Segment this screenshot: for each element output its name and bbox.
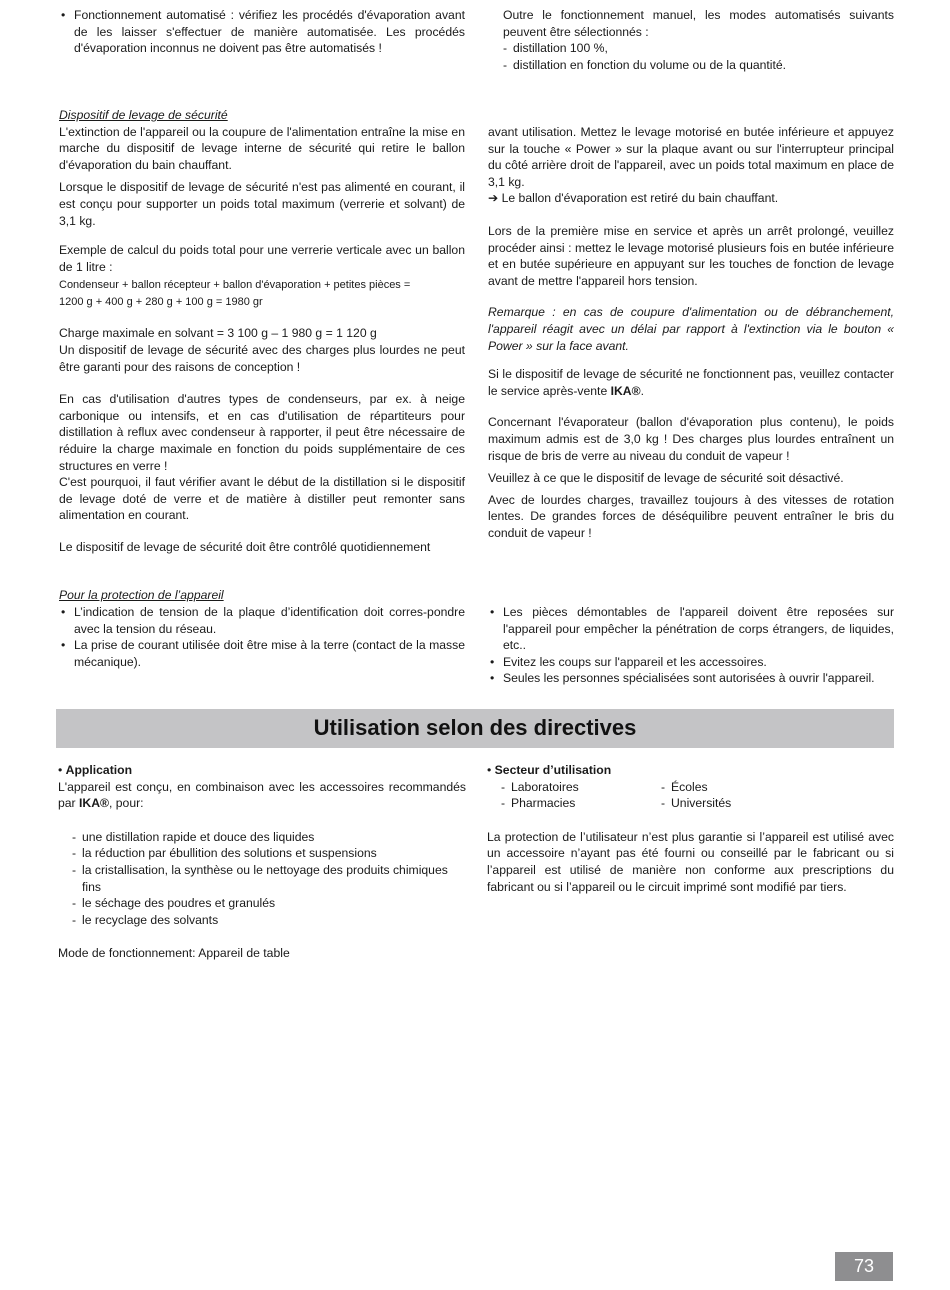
lift-result-line — [488, 190, 894, 207]
application-item: - le recyclage des solvants — [72, 912, 466, 929]
device-protection-list-left — [59, 604, 465, 670]
section-title: Utilisation selon des directives — [313, 715, 637, 741]
lift-result-text: Le ballon d'évaporation est retiré du bain chauffant. — [501, 191, 779, 206]
application-item: - une distillation rapide et douce des liquides — [72, 829, 466, 846]
protection-item: • Seules les personnes spécialisées sont autorisées à ouvrir l'appareil. — [488, 670, 894, 687]
automated-modes-intro: Outre le fonctionnement manuel, les modes automatisés suivants peuvent être sélectionnés : — [503, 8, 894, 39]
application-item: - la cristallisation, la synthèse ou le nettoyage des produits chimiques fins — [72, 862, 466, 895]
service-contact — [488, 366, 894, 399]
application-item: - le séchage des poudres et granulés — [72, 895, 466, 912]
sector-item: - Laboratoires — [501, 779, 661, 796]
protection-item: • Les pièces démontables de l'appareil doivent être reposées sur l'appareil pour empêcher la pénétration de corps étrangers, de liquides, etc.. — [488, 604, 894, 654]
safety-lift-section — [59, 107, 465, 555]
safety-lift-p7: C'est pourquoi, il faut vérifier avant le début de la distillation si le dispositif de levage doté de verre et de matière à distiller peut remonter sans alimentation en courant. — [59, 475, 465, 523]
first-use-procedure: Lors de la première mise en service et après un arrêt prolongé, veuillez procéder ainsi : mettez le levage motorisé plusieurs fois en butée inférieure et en butée supérieure en appuyant sur les touches de fonction de levage avant de mettre l'appareil hors tension. — [488, 223, 894, 288]
max-solvent-load: Charge maximale en solvant = 3 100 g – 1 980 g = 1 120 g — [59, 326, 377, 341]
safety-lift-p1: L'extinction de l'appareil ou la coupure de l'alimentation entraîne la mise en marche du dispositif de levage interne de sécurité qui retire le ballon d'évaporation du bain chauffant. — [59, 124, 465, 172]
sector-item: - Universités — [661, 795, 731, 812]
application-intro-text: L'appareil est conçu, en combinaison avec les accessoires recommandés par — [58, 779, 466, 811]
sector-item: - Écoles — [661, 779, 731, 796]
evaporator-max-weight: Concernant l'évaporateur (ballon d'évaporation plus contenu), le poids maximum admis est de 3,0 kg ! Des charges plus lourdes entraînent un risque de bris de verre au niveau du conduit de vapeur ! — [488, 415, 894, 463]
protection-item: • La prise de courant utilisée doit être mise à la terre (contact de la masse mécanique). — [59, 637, 465, 670]
remark-note: Remarque : en cas de coupure d'alimentation ou de débranchement, l'appareil réagit avec un délai par rapport à l'extinction via le bouton « Power » sur la face avant. — [488, 305, 894, 353]
service-contact-end: . — [640, 383, 644, 398]
arrow-right-icon: ➔ — [488, 191, 499, 206]
weight-calc-line2: 1200 g + 400 g + 280 g + 100 g = 1980 gr — [59, 295, 263, 308]
safety-lift-continued — [488, 124, 894, 541]
protection-item: • Evitez les coups sur l'appareil et les accessoires. — [488, 654, 894, 671]
automated-mode-item: - distillation en fonction du volume ou de la quantité. — [503, 57, 894, 74]
safety-lift-check-procedure: avant utilisation. Mettez le levage motorisé en butée inférieure et appuyez sur la touche « Power » sur la plaque avant ou sur l'interrupteur principal du côté arrière droit de l'appareil, avec un poids total maximum en place de 3,1 kg. — [488, 125, 894, 189]
automation-warning-item: • Fonctionnement automatisé : vérifiez les procédés d'évaporation avant de les laisser s'effectuer de manière automatisée. Les procédés d'évaporation inconnus ne doivent pas être automatisés ! — [59, 7, 465, 57]
application-item: - la réduction par ébullition des solutions et suspensions — [72, 845, 466, 862]
sector-list-1 — [501, 779, 661, 812]
application-list — [72, 829, 466, 929]
application-section — [58, 762, 466, 962]
application-intro-end: , pour: — [109, 796, 144, 811]
brand-name: IKA® — [79, 796, 109, 811]
bullet-icon: • — [58, 763, 63, 777]
user-protection-note: La protection de l’utilisateur n’est plus garantie si l’appareil est utilisé avec un accessoire n’ayant pas été fourni ou conseillé par le fabricant ou si l’appareil est utilisé de manière non conforme aux prescriptions du fabricant ou si l’appareil ou le circuit imprimé sont modifié par tiers. — [487, 829, 894, 894]
operating-mode: Mode de fonctionnement: Appareil de table — [58, 946, 290, 961]
safety-lift-p8: Le dispositif de levage de sécurité doit être contrôlé quotidiennement — [59, 539, 431, 554]
safety-lift-heading: Dispositif de levage de sécurité — [59, 108, 228, 122]
service-contact-text: Si le dispositif de levage de sécurité ne fonctionnent pas, veuillez contacter le service après-vente — [488, 367, 894, 398]
application-intro — [58, 779, 466, 812]
brand-name: IKA® — [610, 383, 641, 398]
sector-lists — [501, 779, 894, 812]
deactivation-note: Veuillez à ce que le dispositif de levage de sécurité soit désactivé. — [488, 471, 844, 486]
device-protection-heading: Pour la protection de l’appareil — [59, 588, 224, 602]
page-number: 73 — [835, 1252, 893, 1281]
sector-list-2 — [661, 779, 731, 812]
automation-warning-list — [59, 7, 465, 57]
heavy-load-note: Avec de lourdes charges, travaillez toujours à des vitesses de rotation lentes. De grandes forces de déséquilibre peuvent entraîner le bris du conduit de vapeur ! — [488, 492, 894, 540]
section-banner — [56, 709, 894, 748]
application-heading: Application — [65, 763, 133, 777]
safety-lift-p3: Exemple de calcul du poids total pour une verrerie verticale avec un ballon de 1 litre : — [59, 243, 465, 274]
sector-section — [487, 762, 894, 895]
sector-heading: Secteur d’utilisation — [494, 763, 612, 777]
automated-modes-list — [503, 40, 894, 73]
sector-item: - Pharmacies — [501, 795, 661, 812]
protection-item: • L’indication de tension de la plaque d’identification doit corres-pondre avec la tension du réseau. — [59, 604, 465, 637]
automated-modes-block — [503, 7, 894, 73]
safety-lift-p2: Lorsque le dispositif de levage de sécurité n'est pas alimenté en courant, il est conçu pour supporter un poids total maximum (verrerie et solvant) de 3,1 kg. — [59, 180, 465, 228]
sector-heading-line — [487, 762, 894, 779]
device-protection-list-right — [488, 604, 894, 687]
bullet-icon: • — [487, 763, 492, 777]
weight-calc-line1: Condenseur + ballon récepteur + ballon d'évaporation + petites pièces = — [59, 279, 411, 292]
safety-lift-p5: Un dispositif de levage de sécurité avec des charges plus lourdes ne peut être garanti pour des raisons de conception ! — [59, 342, 465, 374]
automated-mode-item: - distillation 100 %, — [503, 40, 894, 57]
application-heading-line — [58, 762, 466, 779]
safety-lift-p6: En cas d'utilisation d'autres types de condenseurs, par ex. à neige carbonique ou intensifs, et en cas d'utilisation de répartiteurs pour distillation à reflux avec condenseur à rapporter, il peut être nécessaire de réduire la charge maximale en fonction du poids supplémentaire de ces structures en verre ! — [59, 392, 465, 473]
